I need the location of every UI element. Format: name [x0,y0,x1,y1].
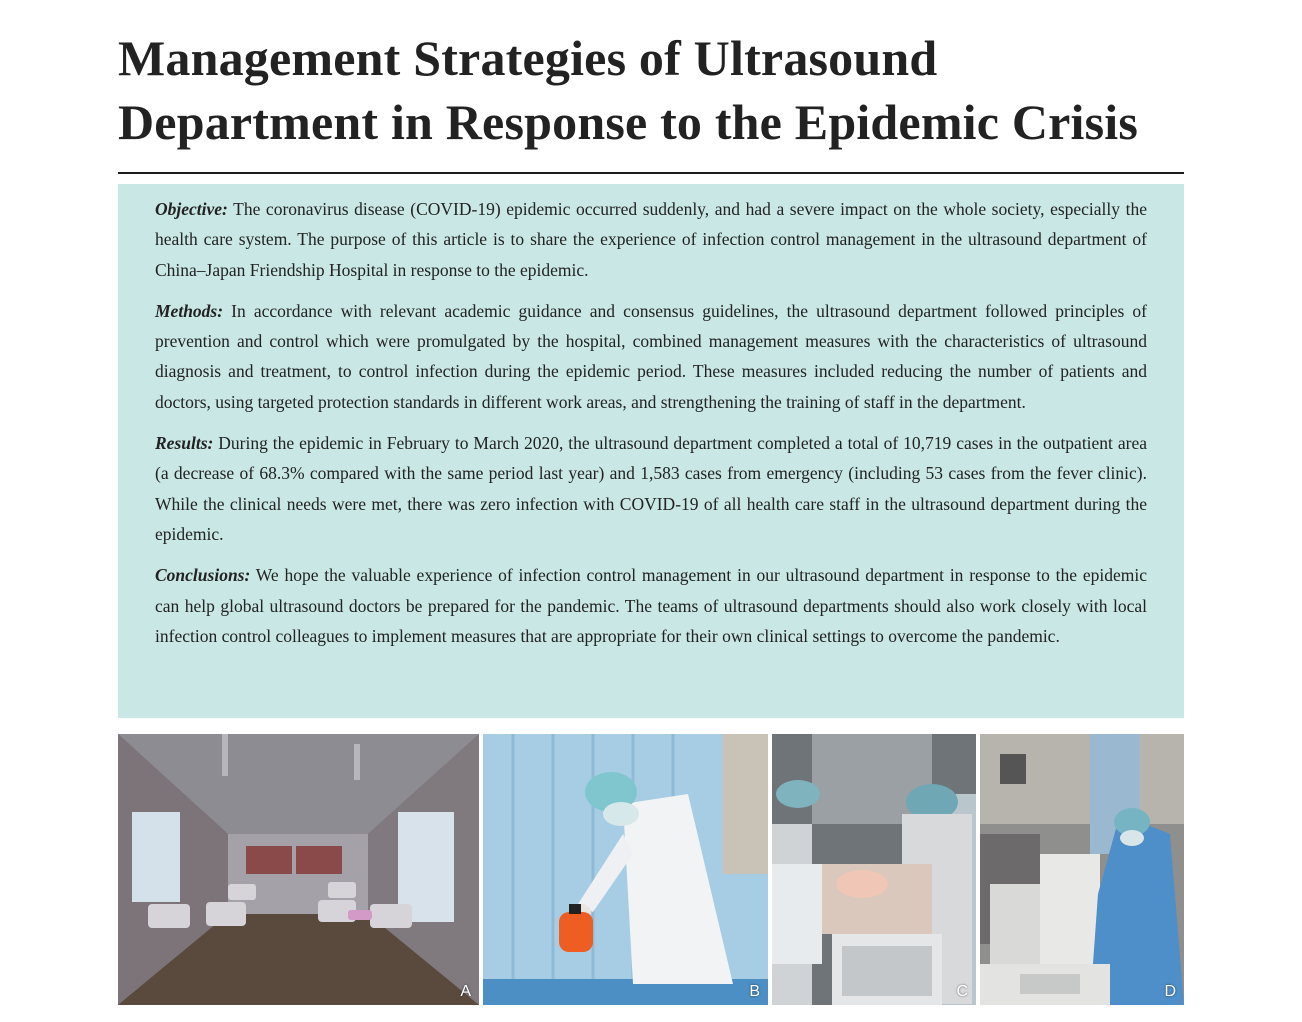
waiting-room-image [118,734,479,1005]
photo-nicu-exam [772,734,976,1005]
photo-label-a: A [460,983,471,1000]
results-text: During the epidemic in February to March 2020, the ultrasound department completed a total of 10,719 cases in the outpatient area (a decrease of 68.3% compared with the same period last year) and 1,583 cases from emergency (including 53 cases from the fever clinic). While the clinical needs were met, there was zero infection with COVID-19 of all health care staff in the ultrasound department during the epidemic. [155,433,1147,544]
photo-label-d: D [1164,983,1176,1000]
nicu-exam-image [772,734,976,1005]
icu-exam-image [980,734,1184,1005]
abstract-conclusions [155,560,1147,651]
conclusions-label: Conclusions: [155,565,251,586]
results-label: Results: [155,433,214,454]
photo-icu-exam [980,734,1184,1005]
photo-label-c: C [956,983,968,1000]
photo-waiting-room [118,734,479,1005]
photo-disinfection [483,734,768,1005]
conclusions-text: We hope the valuable experience of infection control management in our ultrasound department in response to the epidemic can help global ultrasound doctors be prepared for the pandemic. The teams of ultrasound departments should also work closely with local infection control colleagues to implement measures that are appropriate for their own clinical settings to overcome the pandemic. [155,565,1147,646]
paper-title: Management Strategies of Ultrasound Department in Response to the Epidemic Crisis [118,30,1139,150]
photo-label-b: B [749,983,760,1000]
methods-text: In accordance with relevant academic guidance and consensus guidelines, the ultrasound department followed principles of prevention and control which were promulgated by the hospital, combined management measures with the characteristics of ultrasound diagnosis and treatment, to control infection during the epidemic period. These measures included reducing the number of patients and doctors, using targeted protection standards in different work areas, and strengthening the training of staff in the department. [155,300,1147,412]
disinfection-image [483,734,768,1005]
title-divider [118,172,1184,174]
abstract-objective [155,194,1147,285]
abstract-box [118,184,1184,718]
photo-strip [118,734,1184,1005]
objective-label: Objective: [155,199,228,219]
objective-text: The coronavirus disease (COVID-19) epidemic occurred suddenly, and had a severe impact on the whole society, especially the health care system. The purpose of this article is to share the experience of infection control management in the ultrasound department of China–Japan Friendship Hospital in response to the epidemic. [155,199,1147,280]
abstract-methods [155,296,1147,417]
abstract-results [155,428,1147,549]
methods-label: Methods: [155,300,224,321]
